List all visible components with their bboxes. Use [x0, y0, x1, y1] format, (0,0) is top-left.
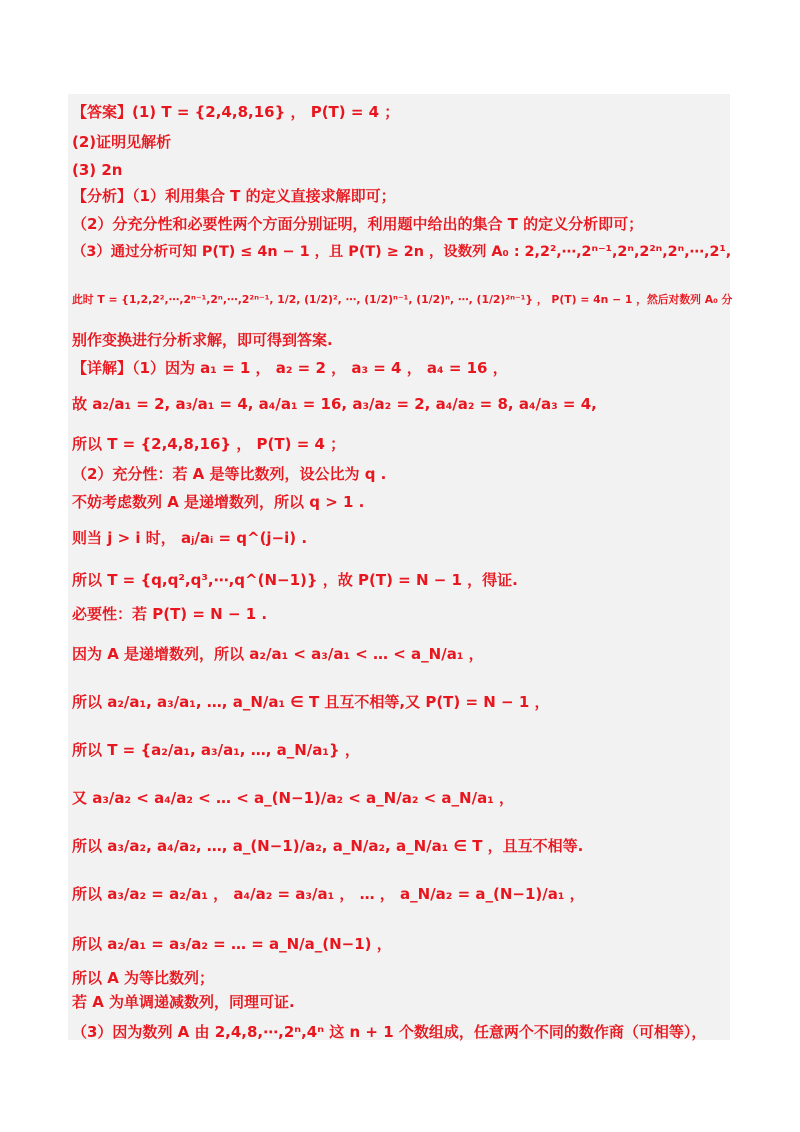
analysis-line-5: 别作变换进行分析求解，即可得到答案. [72, 331, 333, 349]
answer-line-1: 【答案】(1) T = {2,4,8,16} ， P(T) = 4 ； [72, 103, 400, 121]
detail-line-9: 因为 A 是递增数列，所以 a₂/a₁ < a₃/a₁ < … < a_N/a₁ ， [72, 645, 484, 663]
analysis-line-1: 【分析】（1）利用集合 T 的定义直接求解即可； [72, 187, 396, 205]
detail-line-16: 所以 A 为等比数列； [72, 969, 215, 987]
detail-line-5: 不妨考虑数列 A 是递增数列，所以 q > 1 . [72, 493, 365, 511]
analysis-line-2: （2）分充分性和必要性两个方面分别证明，利用题中给出的集合 T 的定义分析即可； [72, 215, 644, 233]
answer-line-3: (3) 2n [72, 161, 123, 179]
detail-line-2: 故 a₂/a₁ = 2, a₃/a₁ = 4, a₄/a₁ = 16, a₃/a₂ = 2, a₄/a₂ = 8, a₄/a₃ = 4, [72, 395, 597, 413]
detail-line-4: （2）充分性：若 A 是等比数列，设公比为 q . [72, 465, 387, 483]
analysis-line-3: （3）通过分析可知 P(T) ≤ 4n − 1 ，且 P(T) ≥ 2n ，设数列 A₀ : 2,2²,⋯,2ⁿ⁻¹,2ⁿ,2²ⁿ,2ⁿ,⋯,2¹, [72, 244, 732, 260]
answer-line-2: (2)证明见解析 [72, 133, 172, 151]
detail-line-14: 所以 a₃/a₂ = a₂/a₁ ， a₄/a₂ = a₃/a₁ ， … ， a_N/a₂ = a_(N−1)/a₁ ， [72, 885, 585, 903]
detail-line-1: 【详解】（1）因为 a₁ = 1 ， a₂ = 2 ， a₃ = 4 ， a₄ = 16 ， [72, 359, 508, 377]
detail-line-6: 则当 j > i 时， aⱼ/aᵢ = q^(j−i) . [72, 529, 308, 547]
detail-line-8: 必要性：若 P(T) = N − 1 . [72, 605, 268, 623]
detail-line-7: 所以 T = {q,q²,q³,⋯,q^(N−1)} ，故 P(T) = N − 1 ，得证. [72, 571, 518, 589]
analysis-line-4: 此时 T = {1,2,2²,⋯,2ⁿ⁻¹,2ⁿ,⋯,2²ⁿ⁻¹, 1/2, (1/2)², ⋯, (1/2)ⁿ⁻¹, (1/2)ⁿ, ⋯, (1/2)²ⁿ⁻¹} ， P(T) = 4n − 1 ，然后对数列 A₀ 分 [72, 293, 733, 306]
detail-line-11: 所以 T = {a₂/a₁, a₃/a₁, …, a_N/a₁} ， [72, 741, 360, 759]
detail-line-15: 所以 a₂/a₁ = a₃/a₂ = … = a_N/a_(N−1) ， [72, 935, 392, 953]
detail-line-18: （3）因为数列 A 由 2,4,8,⋯,2ⁿ,4ⁿ 这 n + 1 个数组成，任意两个不同的数作商（可相等）， [72, 1023, 707, 1041]
detail-line-12: 又 a₃/a₂ < a₄/a₂ < … < a_(N−1)/a₂ < a_N/a₂ < a_N/a₁ ， [72, 789, 514, 807]
detail-line-3: 所以 T = {2,4,8,16} ， P(T) = 4 ； [72, 435, 346, 453]
detail-line-10: 所以 a₂/a₁, a₃/a₁, …, a_N/a₁ ∈ T 且互不相等,又 P(T) = N − 1 ， [72, 693, 550, 711]
detail-line-13: 所以 a₃/a₂, a₄/a₂, …, a_(N−1)/a₂, a_N/a₂, a_N/a₁ ∈ T ，且互不相等. [72, 837, 584, 855]
detail-line-17: 若 A 为单调递减数列，同理可证. [72, 993, 295, 1011]
